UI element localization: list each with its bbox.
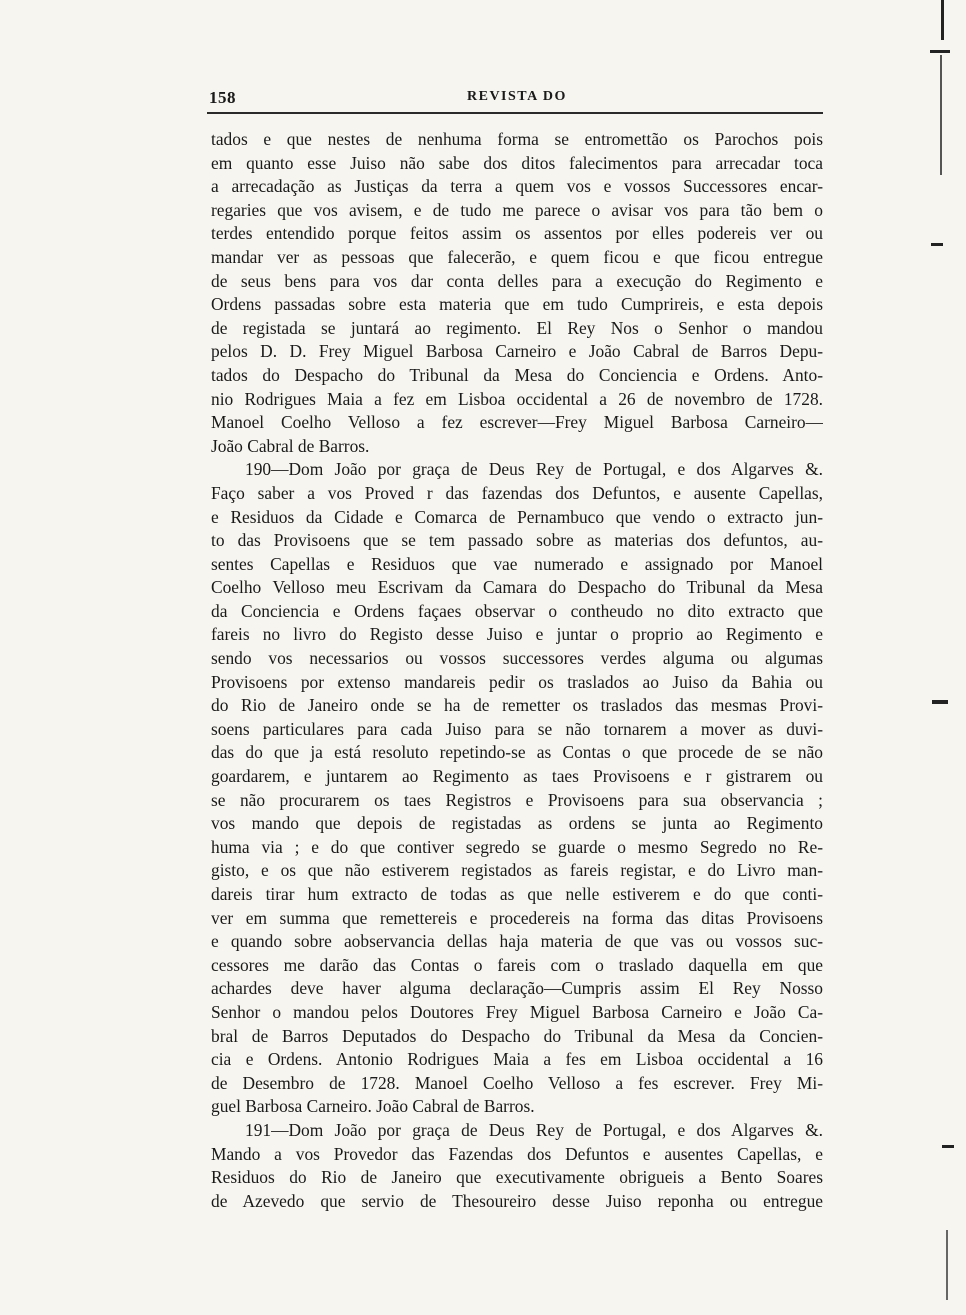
text-line: Mando a vos Provedor das Fazendas dos Defuntos e ausentes Capellas, e — [211, 1143, 823, 1164]
text-line: e quando sobre aobservancia dellas haja materia de que vas ou vossos suc- — [211, 931, 823, 952]
text-line: sendo vos necessarios ou vossos successores verdes alguma ou algumas — [211, 648, 823, 669]
text-line: 190—Dom João por graça de Deus Rey de Portugal, e dos Algarves &. — [245, 459, 823, 480]
text-line: regaries que vos avisem, e de tudo me parece o avisar vos para tão bem o — [211, 199, 823, 220]
text-line: Senhor o mandou pelos Doutores Frey Miguel Barbosa Carneiro e João Ca- — [211, 1001, 823, 1022]
text-line: cia e Ordens. Antonio Rodrigues Maia a fes em Lisboa occidental a 16 — [211, 1049, 823, 1070]
text-line: fareis no livro do Registo desse Juiso e juntar o proprio ao Regimento e — [211, 624, 823, 645]
page-number: 158 — [209, 88, 236, 107]
text-line: 191—Dom João por graça de Deus Rey de Portugal, e dos Algarves &. — [245, 1119, 823, 1140]
text-line: se não procurarem os taes Registros e Provisoens para sua observancia ; — [211, 789, 823, 810]
text-line: tados e que nestes de nenhuma forma se entromettão os Parochos pois — [211, 129, 823, 149]
running-title: REVISTA DO — [467, 89, 567, 104]
text-line: cessores me darão das Contas o fareis com o traslado daquella em que — [211, 954, 823, 975]
text-line: ver em summa que remettereis e procedereis na forma das ditas Provisoens — [211, 907, 823, 928]
text-line: e Residuos da Cidade e Comarca de Pernambuco que vendo o extracto jun- — [211, 506, 823, 527]
scan-edge-mark — [932, 700, 948, 704]
text-line: a arrecadação as Justiças da terra a quem vos e vossos Successores encar- — [211, 176, 823, 197]
text-line: de seus bens para vos dar conta delles para a execução do Regimento e — [211, 270, 823, 291]
text-line: gisto, e os que não estiverem registados as fareis registar, e do Livro man- — [211, 860, 823, 881]
text-line: goardarem, e juntarem ao Regimento as taes Provisoens e r gistrarem ou — [211, 766, 823, 787]
header-rule — [207, 112, 823, 114]
scan-edge-mark — [941, 0, 944, 40]
scan-edge-mark — [946, 1230, 948, 1300]
text-line: huma via ; e do que contiver segredo se guarde o mesmo Segredo no Re- — [211, 836, 823, 857]
text-line: Faço saber a vos Proved r das fazendas dos Defuntos, e ausente Capellas, — [211, 482, 823, 503]
text-line: terdes entendido porque feitos assim os assentos por elles podereis ver ou — [211, 223, 823, 244]
text-line: dareis tirar hum extracto de todas as que nelle estiverem e do que conti- — [211, 884, 823, 904]
text-line: Ordens passadas sobre esta materia que em tudo Cumprireis, e esta depois — [211, 294, 823, 315]
text-line: soens particulares para cada Juiso para se não tornarem a mover as duvi- — [211, 718, 823, 739]
text-line: bral de Barros Deputados do Despacho do Tribunal da Mesa da Concien- — [211, 1025, 823, 1046]
text-line: nio Rodrigues Maia a fez em Lisboa occidental a 26 de novembro de 1728. — [211, 388, 823, 409]
scan-edge-mark — [931, 243, 943, 246]
text-line: da Conciencia e Ordens façaes observar o contheudo no dito extracto que — [211, 600, 823, 621]
text-line: de Azevedo que servio de Thesoureiro desse Juiso reponha ou entregue — [211, 1190, 823, 1211]
text-line: to das Provisoens que se tem passado sobre as materias dos defuntos, au- — [211, 530, 823, 551]
text-line: tados do Despacho do Tribunal da Mesa do Conciencia e Ordens. Anto- — [211, 364, 823, 385]
text-line: sentes Capellas e Residuos que vae numerado e assignado por Manoel — [211, 553, 823, 574]
text-line: das do que ja está resoluto repetindo-se as Contas o que procede de se não — [211, 742, 823, 763]
text-line: Provisoens por extenso mandareis pedir os traslados ao Juiso da Bahia ou — [211, 671, 823, 692]
text-line: de Desembro de 1728. Manoel Coelho Velloso a fes escrever. Frey Mi- — [211, 1072, 823, 1093]
text-line: de registada se juntará ao regimento. El Rey Nos o Senhor o mandou — [211, 317, 823, 338]
scan-edge-mark — [930, 50, 950, 53]
text-line: João Cabral de Barros. — [211, 435, 370, 456]
text-line: vos mando que depois de registadas as ordens se junta ao Regimento — [211, 813, 823, 834]
body-text — [211, 128, 823, 1213]
scan-edge-mark — [940, 55, 942, 175]
text-line: em quanto esse Juiso não sabe dos ditos falecimentos para arrecadar toca — [211, 152, 823, 173]
text-line: Residuos do Rio de Janeiro que executivamente obrigueis a Bento Soares — [211, 1167, 823, 1188]
text-line: Manoel Coelho Velloso a fez escrever—Frey Miguel Barbosa Carneiro— — [211, 412, 823, 433]
text-line: achardes deve haver alguma declaração—Cumpris assim El Rey Nosso — [211, 978, 823, 999]
text-line: Coelho Velloso meu Escrivam da Camara do Despacho do Tribunal da Mesa — [211, 577, 823, 598]
scan-edge-mark — [942, 1145, 954, 1148]
text-line: mandar ver as pessoas que falecerão, e quem ficou e que ficou entregue — [211, 246, 823, 267]
text-line: do Rio de Janeiro onde se ha de remetter os traslados das mesmas Provi- — [211, 695, 823, 716]
text-line: guel Barbosa Carneiro. João Cabral de Barros. — [211, 1096, 535, 1117]
page-header — [205, 84, 827, 112]
text-line: pelos D. D. Frey Miguel Barbosa Carneiro e João Cabral de Barros Depu- — [211, 341, 823, 362]
